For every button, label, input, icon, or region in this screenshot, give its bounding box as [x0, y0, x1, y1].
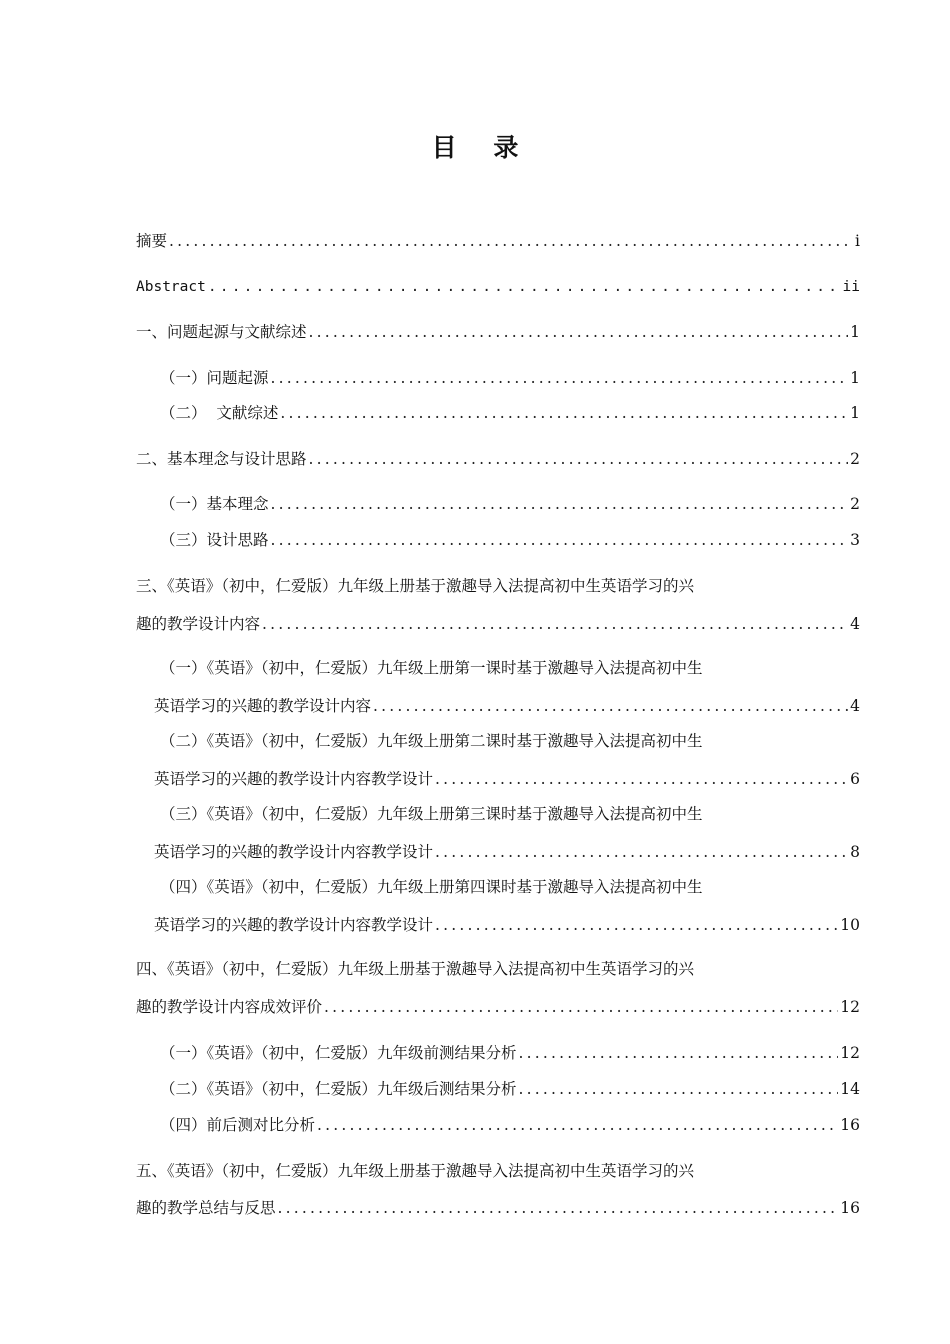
- toc-entry-section-3-4[interactable]: [154, 914, 860, 936]
- toc-leader-dots: [373, 695, 848, 717]
- toc-page-number: 3: [850, 531, 860, 549]
- toc-page-number: 10: [840, 916, 860, 934]
- toc-entry-text: 英语学习的兴趣的教学设计内容教学设计: [154, 843, 434, 861]
- toc-leader-dots: [435, 768, 848, 790]
- toc-leader-dots: [309, 448, 849, 470]
- toc-entry-section-2-3[interactable]: [160, 529, 860, 551]
- toc-page-number: 4: [850, 615, 860, 633]
- toc-entry-text: （三）设计思路: [160, 531, 269, 549]
- toc-entry-text: （一）《英语》（初中，仁爱版）九年级前测结果分析: [160, 1044, 517, 1062]
- toc-entry-section-4-line1[interactable]: 四、《英语》（初中，仁爱版）九年级上册基于激趣导入法提高初中生英语学习的兴: [136, 960, 695, 978]
- toc-leader-dots: [317, 1114, 838, 1136]
- toc-entry-section-3-3[interactable]: [154, 841, 860, 863]
- toc-leader-dots: [262, 613, 848, 635]
- toc-entry-text: 英语学习的兴趣的教学设计内容: [154, 697, 372, 715]
- toc-leader-dots: [280, 402, 848, 424]
- toc-entry-text: 趣的教学设计内容: [136, 615, 261, 633]
- toc-page-number: i: [855, 232, 860, 250]
- toc-leader-dots: [435, 914, 838, 936]
- toc-page-number: 12: [840, 1044, 860, 1062]
- toc-page-number: 12: [840, 998, 860, 1016]
- toc-entry-text: 英语学习的兴趣的教学设计内容教学设计: [154, 770, 434, 788]
- toc-page-number: 4: [850, 697, 860, 715]
- toc-page-number: 1: [850, 323, 860, 341]
- toc-entry-text: Abstract: [136, 279, 206, 295]
- toc-entry-section-3-3-line1[interactable]: （三）《英语》（初中，仁爱版）九年级上册第三课时基于激趣导入法提高初中生: [160, 805, 703, 823]
- toc-leader-dots: [271, 367, 849, 389]
- toc-entry-section-3-2-line1[interactable]: （二）《英语》（初中，仁爱版）九年级上册第二课时基于激趣导入法提高初中生: [160, 732, 703, 750]
- toc-leader-dots: [169, 230, 850, 252]
- toc-page-number: ii: [842, 279, 860, 295]
- toc-page-number: 6: [850, 770, 860, 788]
- toc-entry-text: （二）《英语》（初中，仁爱版）九年级后测结果分析: [160, 1080, 517, 1098]
- toc-entry-section-5-line1[interactable]: 五、《英语》（初中，仁爱版）九年级上册基于激趣导入法提高初中生英语学习的兴: [136, 1162, 695, 1180]
- toc-leader-dots: [271, 493, 849, 515]
- toc-entry-section-5[interactable]: [136, 1197, 860, 1219]
- toc-page-number: 2: [850, 495, 860, 513]
- toc-entry-text: 英语学习的兴趣的教学设计内容教学设计: [154, 916, 434, 934]
- toc-page-number: 16: [840, 1199, 860, 1217]
- toc-entry-section-2[interactable]: [136, 448, 860, 470]
- toc-entry-section-3-2[interactable]: [154, 768, 860, 790]
- toc-entry-abstract-en[interactable]: [136, 276, 860, 298]
- toc-entry-section-4-2[interactable]: [160, 1078, 860, 1100]
- toc-entry-section-4-1[interactable]: [160, 1042, 860, 1064]
- toc-page-number: 14: [840, 1080, 860, 1098]
- toc-entry-section-1[interactable]: [136, 321, 860, 343]
- toc-entry-section-3[interactable]: [136, 613, 860, 635]
- toc-leader-dots: [309, 321, 849, 343]
- toc-entry-text: 趣的教学设计内容成效评价: [136, 998, 323, 1016]
- toc-leader-dots: [519, 1042, 839, 1064]
- toc-leader-dots: [278, 1197, 839, 1219]
- toc-entry-section-2-1[interactable]: [160, 493, 860, 515]
- toc-entry-section-1-1[interactable]: [160, 367, 860, 389]
- toc-entry-section-3-line1[interactable]: 三、《英语》（初中，仁爱版）九年级上册基于激趣导入法提高初中生英语学习的兴: [136, 577, 695, 595]
- toc-page-number: 16: [840, 1116, 860, 1134]
- toc-page-number: 2: [850, 450, 860, 468]
- toc-page-number: 1: [850, 404, 860, 422]
- toc-entry-text: 一、问题起源与文献综述: [136, 323, 307, 341]
- toc-entry-text: （一）问题起源: [160, 369, 269, 387]
- page-title: 目 录: [431, 133, 533, 162]
- toc-leader-dots: [271, 529, 849, 551]
- toc-entry-section-3-4-line1[interactable]: （四）《英语》（初中，仁爱版）九年级上册第四课时基于激趣导入法提高初中生: [160, 878, 703, 896]
- toc-entry-section-1-2[interactable]: [160, 402, 860, 424]
- toc-entry-section-3-1[interactable]: [154, 695, 860, 717]
- toc-page-number: 8: [850, 843, 860, 861]
- toc-entry-text: （一）基本理念: [160, 495, 269, 513]
- toc-entry-text: （四）前后测对比分析: [160, 1116, 316, 1134]
- toc-leader-dots: [324, 996, 838, 1018]
- toc-leader-dots: [519, 1078, 839, 1100]
- toc-entry-section-4-4[interactable]: [160, 1114, 860, 1136]
- toc-entry-text: （二） 文献综述: [160, 404, 279, 422]
- toc-leader-dots: [208, 276, 841, 298]
- toc-entry-section-4[interactable]: [136, 996, 860, 1018]
- toc-entry-section-3-1-line1[interactable]: （一）《英语》（初中，仁爱版）九年级上册第一课时基于激趣导入法提高初中生: [160, 659, 703, 677]
- toc-leader-dots: [435, 841, 848, 863]
- toc-entry-text: 二、基本理念与设计思路: [136, 450, 307, 468]
- toc-entry-abstract-cn[interactable]: [136, 230, 860, 252]
- toc-entry-text: 摘要: [136, 232, 168, 250]
- toc-entry-text: 趣的教学总结与反思: [136, 1199, 276, 1217]
- toc-page-number: 1: [850, 369, 860, 387]
